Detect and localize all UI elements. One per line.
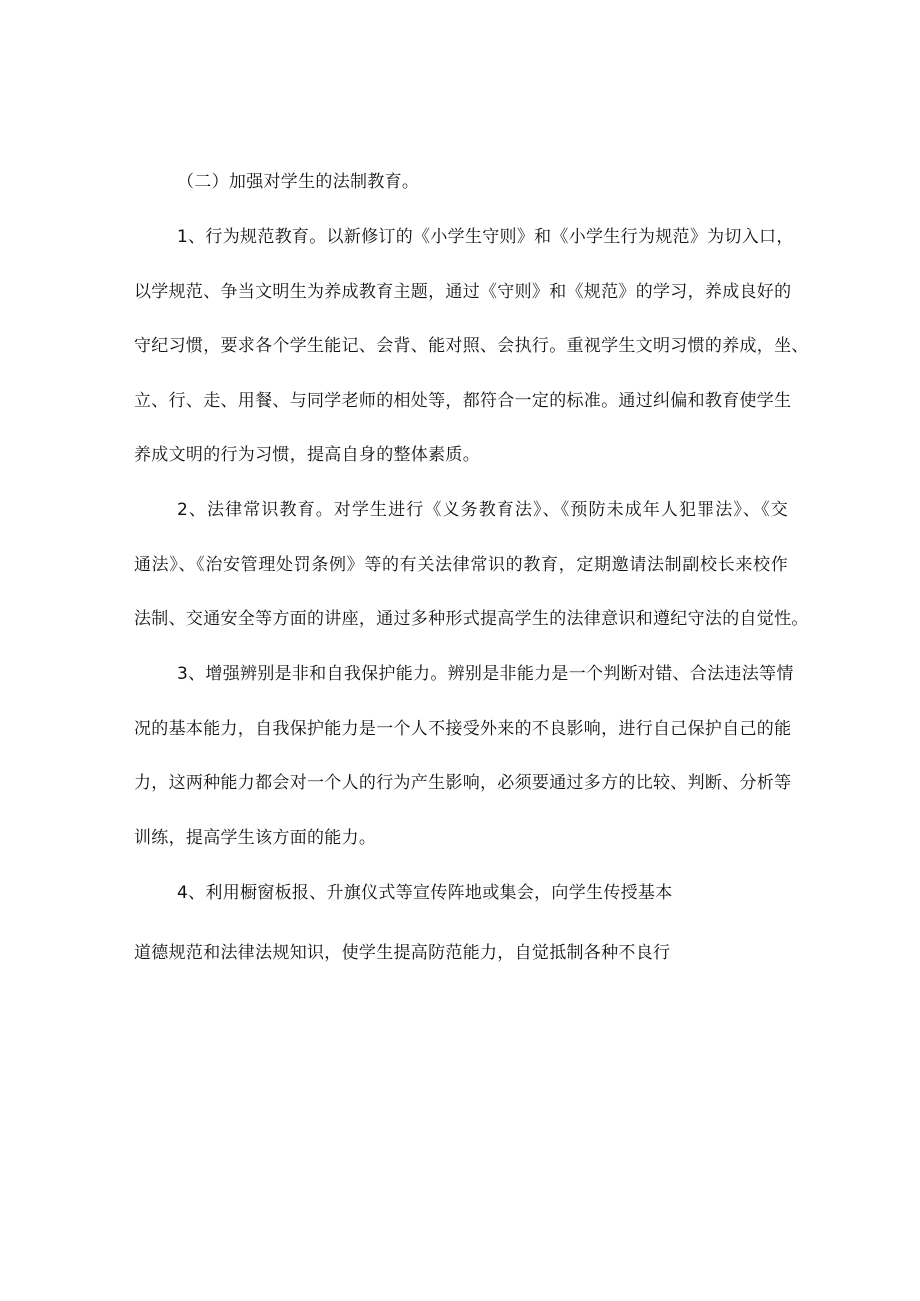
paragraph-1-line-3: 守纪习惯，要求各个学生能记、会背、能对照、会执行。重视学生文明习惯的养成，坐、 — [134, 336, 809, 356]
paragraph-3-line-4: 训练，提高学生该方面的能力。 — [134, 828, 377, 848]
section-heading: （二）加强对学生的法制教育。 — [177, 172, 420, 192]
paragraph-1-line-5: 养成文明的行为习惯，提高自身的整体素质。 — [134, 445, 480, 465]
paragraph-1-line-4: 立、行、走、用餐、与同学老师的相处等，都符合一定的标准。通过纠偏和教育使学生 — [134, 391, 792, 411]
paragraph-3-line-2: 况的基本能力，自我保护能力是一个人不接受外来的不良影响，进行自己保护自己的能 — [134, 719, 792, 739]
paragraph-2-line-3: 法制、交通安全等方面的讲座，通过多种形式提高学生的法律意识和遵纪守法的自觉性。 — [134, 609, 809, 629]
paragraph-4-line-2: 道德规范和法律法规知识，使学生提高防范能力，自觉抵制各种不良行 — [134, 943, 671, 963]
paragraph-3-line-1: 3、增强辨别是非和自我保护能力。辨别是非能力是一个判断对错、合法违法等情 — [177, 664, 794, 684]
paragraph-2-line-1: 2、法律常识教育。对学生进行《义务教育法》、《预防未成年人犯罪法》、《交 — [177, 500, 788, 520]
paragraph-2-line-2: 通法》、《治安管理处罚条例》等的有关法律常识的教育，定期邀请法制副校长来校作 — [134, 555, 788, 575]
paragraph-4-line-1: 4、利用橱窗板报、升旗仪式等宣传阵地或集会，向学生传授基本 — [177, 883, 673, 903]
paragraph-1-line-2: 以学规范、争当文明生为养成教育主题，通过《守则》和《规范》的学习，养成良好的 — [134, 282, 792, 302]
paragraph-3-line-3: 力，这两种能力都会对一个人的行为产生影响，必须要通过多方的比较、判断、分析等 — [134, 773, 792, 793]
paragraph-1-line-1: 1、行为规范教育。以新修订的《小学生守则》和《小学生行为规范》为切入口， — [177, 227, 794, 247]
